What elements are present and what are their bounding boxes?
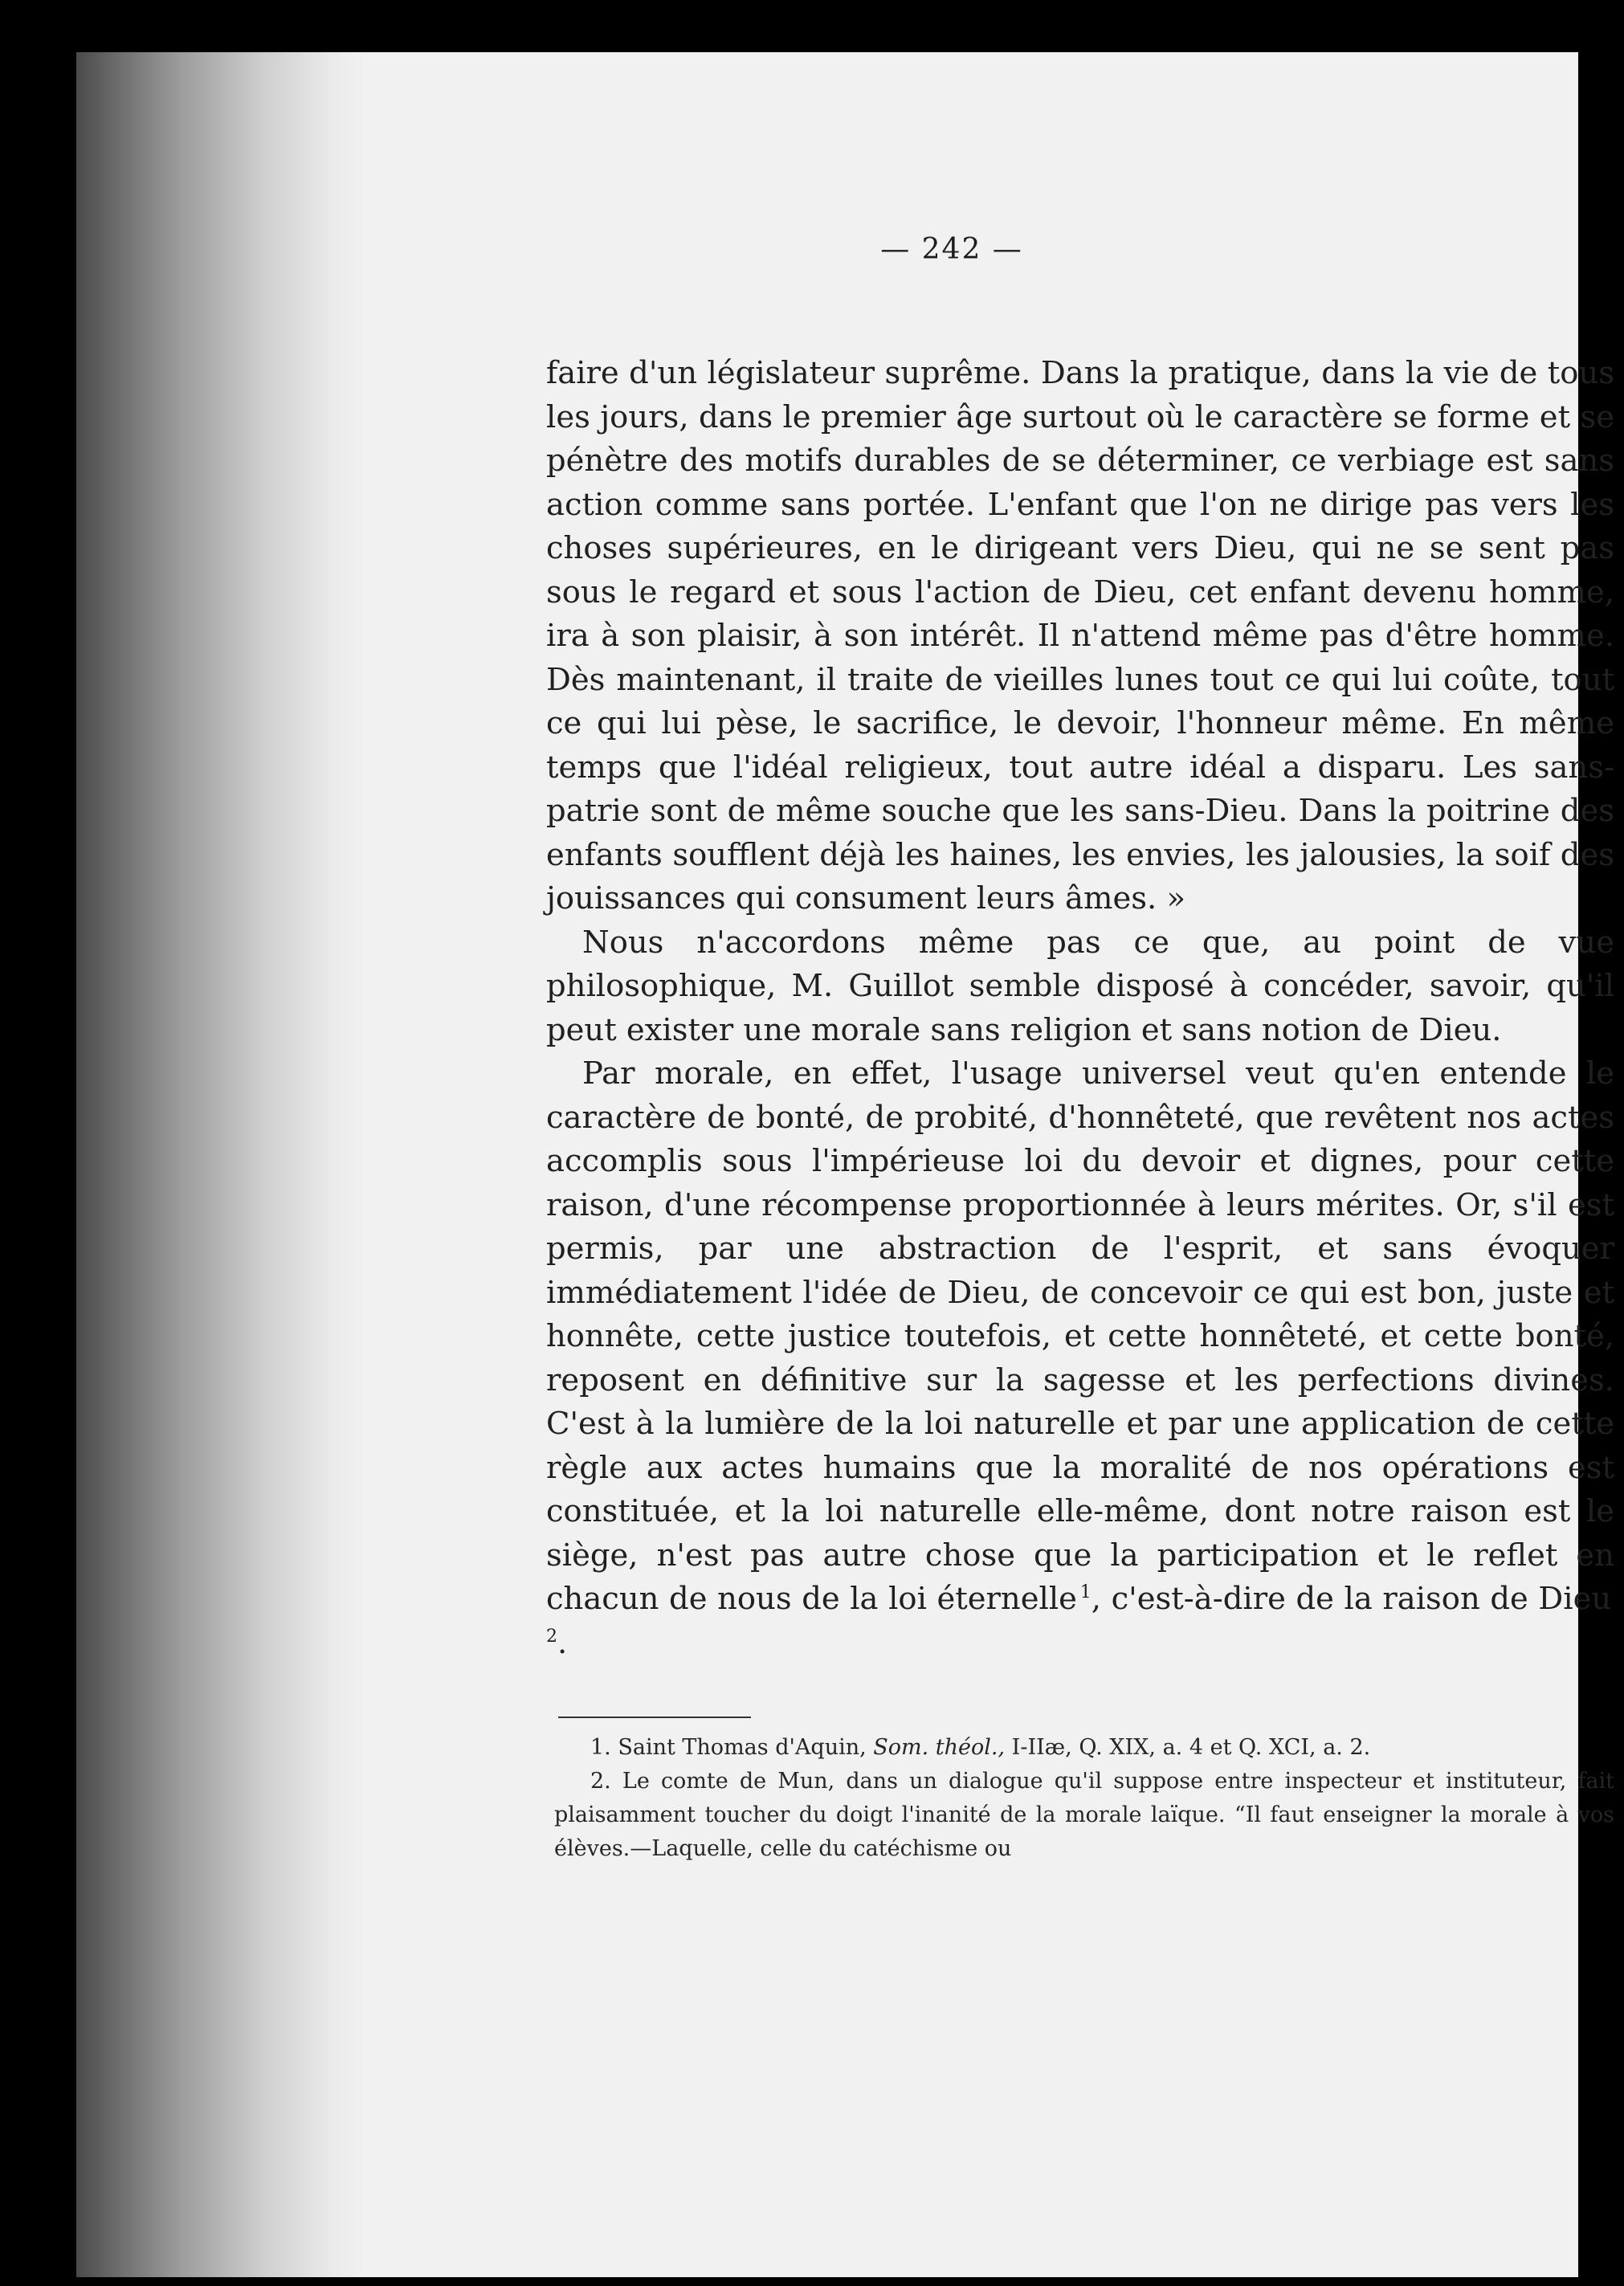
paragraph-3-text-before: Par morale, en effet, l'usage universel veut qu'en entende le caractère de bonté, de probité, d'honnêteté, que revêtent nos actes accomplis sous l'impérieuse loi du devoir et dignes, pour cette raison, d'une récompense proportionnée à leurs mérites. Or, s'il est permis, par une abstraction de l'esprit, et sans évoquer immédiatement l'idée de Dieu, de concevoir ce qui est bon, juste et honnête, cette justice toutefois, et cette honnêteté, et cette bonté, reposent en définitive sur la sagesse et les perfections divines. C'est à la lumière de la loi naturelle et par une application de cette règle aux actes humains que la moralité de nos opérations est constituée, et la loi naturelle elle-même, dont notre raison est le siège, n'est pas autre chose que la participation et le reflet en chacun de nous de la loi éternelle (546, 1055, 1614, 1617)
footnote-1-number: 1. (590, 1735, 611, 1760)
paragraph-3-text-middle: , c'est-à-dire de la raison de Dieu (1091, 1581, 1612, 1617)
body-text (546, 352, 1614, 1665)
footnote-1-text-before: Saint Thomas d'Aquin, (618, 1735, 867, 1760)
binding-shadow (76, 52, 365, 2277)
footnote-ref-1: 1 (1079, 1582, 1092, 1603)
footnote-2-number: 2. (590, 1769, 611, 1794)
paragraph-3-text-after: . (557, 1624, 568, 1661)
footnote-divider (558, 1717, 751, 1718)
paragraph-3 (546, 1052, 1614, 1665)
footnote-2-text: Le comte de Mun, dans un dialogue qu'il suppose entre inspecteur et instituteur, fait plaisamment toucher du doigt l'inanité de la morale laïque. “Il faut enseigner la morale à vos élèves.—Laquelle, celle du catéchisme ou (554, 1769, 1615, 1861)
footnote-2 (554, 1765, 1614, 1866)
book-page (76, 52, 1615, 2277)
footnote-1 (554, 1731, 1614, 1765)
footnote-1-text-after: I-IIæ, Q. XIX, a. 4 et Q. XCI, a. 2. (1011, 1735, 1371, 1760)
page-number: — 242 — (880, 233, 1023, 266)
footnote-1-italic: Som. théol., (873, 1735, 1006, 1760)
paragraph-1: faire d'un législateur suprême. Dans la pratique, dans la vie de tous les jours, dans le premier âge surtout où le caractère se forme et se pénètre des motifs durables de se déterminer, ce verbiage est sans action comme sans portée. L'enfant que l'on ne dirige pas vers les choses supérieures, en le dirigeant vers Dieu, qui ne se sent pas sous le regard et sous l'action de Dieu, cet enfant devenu homme, ira à son plaisir, à son intérêt. Il n'attend même pas d'être homme. Dès maintenant, il traite de vieilles lunes tout ce qui lui coûte, tout ce qui lui pèse, le sacrifice, le devoir, l'honneur même. En même temps que l'idéal religieux, tout autre idéal a disparu. Les sans-patrie sont de même souche que les sans-Dieu. Dans la poitrine des enfants soufflent déjà les haines, les envies, les jalousies, la soif des jouissances qui consument leurs âmes. » (546, 355, 1614, 916)
paragraph-2: Nous n'accordons même pas ce que, au point de vue philosophique, M. Guillot semble disposé à concéder, savoir, qu'il peut exister une morale sans religion et sans notion de Dieu. (546, 924, 1614, 1048)
footnote-ref-2: 2 (546, 1626, 557, 1647)
footnotes (554, 1731, 1614, 1866)
